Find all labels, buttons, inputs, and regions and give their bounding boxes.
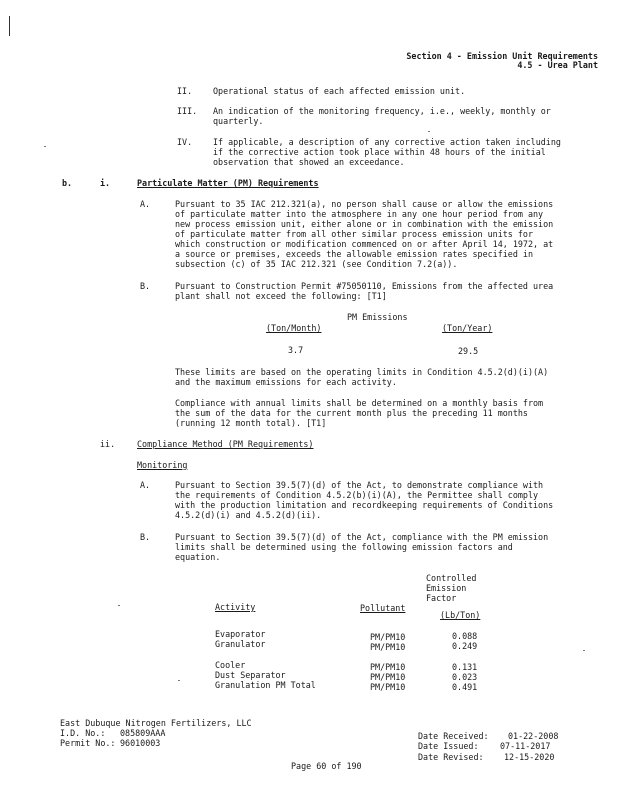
factor-activity: Granulation PM Total [215, 680, 316, 690]
pm-value-ton-year: 29.5 [458, 346, 479, 356]
pm-a-line6: a source or premises, exceeds the allowable emission rates specified in [175, 249, 533, 259]
footer-id-label: I.D. No.: [60, 728, 106, 738]
scan-speck [583, 650, 585, 651]
factor-hdr-emission: Emission [426, 583, 467, 593]
pm-a-line2: of particulate matter into the atmosphere in any one hour period from any [175, 209, 544, 219]
footer-issued-value: 07-11-2017 [500, 741, 551, 751]
scan-margin-mark [9, 16, 10, 36]
pm-note1-line1: These limits are based on the operating limits in Condition 4.5.2(d)(i)(A) [175, 367, 549, 377]
pm-a-line4: of particulate matter from all other similar process emission units for [175, 229, 533, 239]
monitoring-heading: Monitoring [137, 460, 188, 470]
pm-col-ton-year: (Ton/Year) [442, 323, 493, 333]
footer-revised-label: Date Revised: [418, 752, 484, 762]
section-b-letter: b. [62, 178, 73, 188]
pm-a-label: A. [140, 199, 151, 209]
pm-a-line5: which construction or modification commenced on or after April 14, 1972, at [175, 239, 554, 249]
factor-value: 0.023 [452, 672, 478, 682]
factor-hdr-pollutant: Pollutant [360, 603, 406, 613]
pm-col-ton-month: (Ton/Month) [266, 323, 322, 333]
factor-value: 0.249 [452, 641, 478, 651]
scan-speck [178, 680, 180, 681]
item-iii-line1: An indication of the monitoring frequency, i.e., weekly, monthly or [213, 106, 551, 116]
footer-received-value: 01-22-2008 [508, 731, 559, 741]
monitoring-b-line1: Pursuant to Section 39.5(7)(d) of the Act, compliance with the PM emission [175, 532, 549, 542]
pm-a-line3: new process emission unit, either alone or in combination with the emission [175, 219, 554, 229]
section-header-line2: 4.5 - Urea Plant [517, 60, 598, 70]
footer-revised-value: 12-15-2020 [504, 752, 555, 762]
monitoring-b-line3: equation. [175, 552, 221, 562]
scan-speck [44, 146, 46, 147]
page-number: Page 60 of 190 [291, 761, 362, 771]
factor-value: 0.131 [452, 662, 478, 672]
monitoring-a-line3: with the production limitation and recordkeeping requirements of Conditions [175, 500, 554, 510]
factor-pollutant: PM/PM10 [370, 672, 406, 682]
pm-requirements-heading: Particulate Matter (PM) Requirements [137, 178, 319, 188]
factor-value: 0.491 [452, 682, 478, 692]
factor-activity: Cooler [215, 660, 246, 670]
pm-b-label: B. [140, 281, 151, 291]
factor-hdr-controlled: Controlled [426, 573, 477, 583]
factor-activity: Dust Separator [215, 670, 286, 680]
item-iii-line2: quarterly. [213, 116, 264, 126]
factor-pollutant: PM/PM10 [370, 632, 406, 642]
factor-activity: Granulator [215, 639, 266, 649]
factor-value: 0.088 [452, 631, 478, 641]
item-iv-label: IV. [177, 137, 193, 147]
monitoring-a-line2: the requirements of Condition 4.5.2(b)(i)(A), the Permittee shall comply [175, 490, 539, 500]
footer-company: East Dubuque Nitrogen Fertilizers, LLC [60, 718, 252, 728]
pm-note2-line2: the sum of the data for the current month plus the preceding 11 months [175, 408, 528, 418]
pm-note2-line1: Compliance with annual limits shall be determined on a monthly basis from [175, 398, 544, 408]
section-header-line1: Section 4 - Emission Unit Requirements [406, 51, 598, 61]
scan-speck [118, 605, 120, 606]
item-iv-line2: if the corrective action took place within 48 hours of the initial [213, 147, 546, 157]
factor-hdr-activity: Activity [215, 602, 256, 612]
item-ii-text: Operational status of each affected emission unit. [213, 86, 466, 96]
item-iv-line3: observation that showed an exceedance. [213, 157, 405, 167]
footer-received-label: Date Received: [418, 731, 489, 741]
factor-pollutant: PM/PM10 [370, 642, 406, 652]
item-iv-line1: If applicable, a description of any corrective action taken including [213, 137, 561, 147]
pm-b-line1: Pursuant to Construction Permit #75050110, Emissions from the affected urea [175, 281, 554, 291]
compliance-method-heading: Compliance Method (PM Requirements) [137, 439, 314, 449]
scan-speck [428, 131, 430, 132]
section-b-ii-label: ii. [100, 439, 116, 449]
footer-permit-label: Permit No.: [60, 738, 116, 748]
monitoring-b-line2: limits shall be determined using the following emission factors and [175, 542, 513, 552]
factor-pollutant: PM/PM10 [370, 662, 406, 672]
factor-activity: Evaporator [215, 629, 266, 639]
pm-note1-line2: and the maximum emissions for each activity. [175, 377, 397, 387]
item-iii-label: III. [177, 106, 198, 116]
factor-hdr-factor: Factor [426, 593, 457, 603]
factor-hdr-unit: (Lb/Ton) [440, 610, 481, 620]
monitoring-a-line1: Pursuant to Section 39.5(7)(d) of the Act, to demonstrate compliance with [175, 480, 544, 490]
footer-issued-label: Date Issued: [418, 741, 479, 751]
pm-value-ton-month: 3.7 [288, 345, 304, 355]
pm-a-line1: Pursuant to 35 IAC 212.321(a), no person shall cause or allow the emissions [175, 199, 554, 209]
pm-b-line2: plant shall not exceed the following: [T1] [175, 291, 387, 301]
factor-pollutant: PM/PM10 [370, 682, 406, 692]
pm-a-line7: subsection (c) of 35 IAC 212.321 (see Condition 7.2(a)). [175, 259, 458, 269]
item-ii-label: II. [177, 86, 193, 96]
monitoring-a-label: A. [140, 480, 151, 490]
pm-emissions-title: PM Emissions [347, 312, 408, 322]
footer-id-value: 085809AAA [120, 728, 166, 738]
monitoring-b-label: B. [140, 532, 151, 542]
section-b-i-label: i. [100, 178, 111, 188]
monitoring-a-line4: 4.5.2(d)(i) and 4.5.2(d)(ii). [175, 510, 322, 520]
footer-permit-value: 96010003 [120, 738, 161, 748]
pm-note2-line3: (running 12 month total). [T1] [175, 418, 327, 428]
